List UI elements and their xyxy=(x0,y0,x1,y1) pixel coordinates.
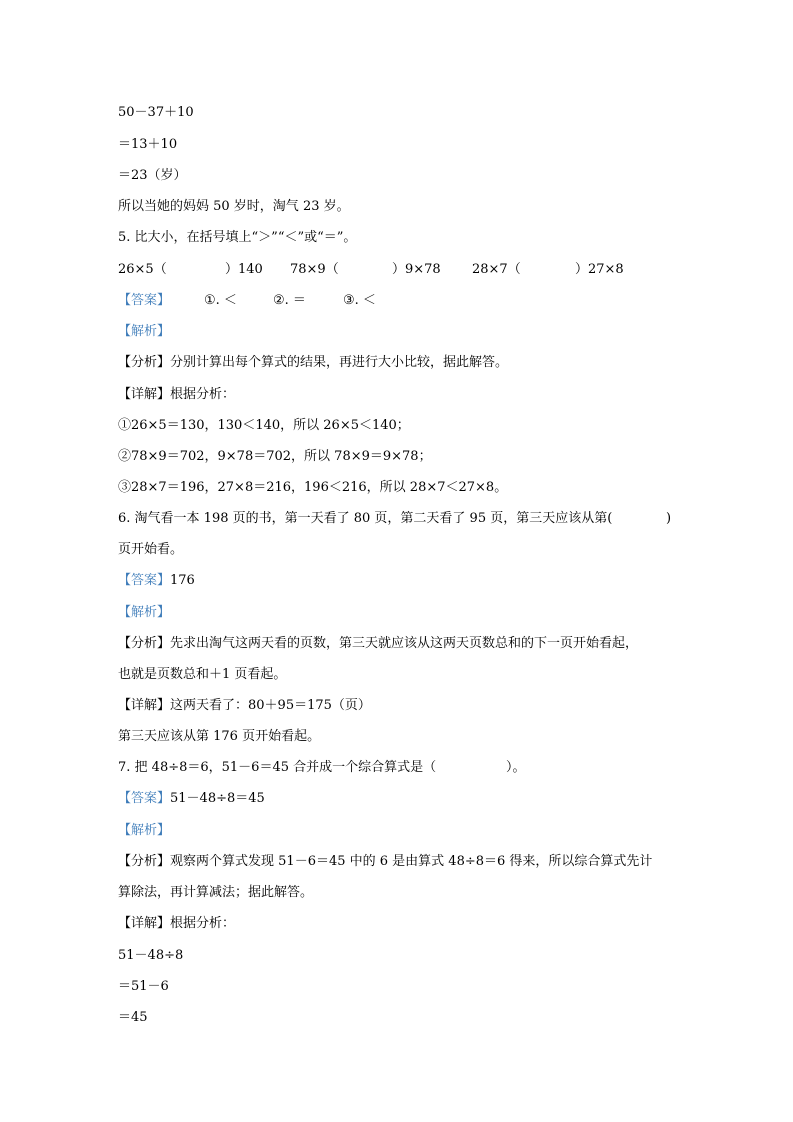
calc-line: 50－37＋10 xyxy=(118,105,194,120)
question-7-stem-text: 7. 把 48÷8＝6，51－6＝45 合并成一个综合算式是（ xyxy=(118,760,437,775)
answer-1: ①. ＜ xyxy=(204,293,237,308)
xiangjie-tag: 【详解】 xyxy=(118,916,171,931)
xiangjie-line xyxy=(118,697,371,715)
calc-line: ＝13＋10 xyxy=(118,137,178,152)
xiangjie-text: 根据分析： xyxy=(170,916,236,931)
question-6-answer xyxy=(118,572,195,590)
fenxi-line xyxy=(118,635,638,653)
solution-line: ①26×5＝130，130＜140，所以 26×5＜140； xyxy=(118,418,410,433)
answer-3: ③. ＜ xyxy=(343,293,376,308)
xiangjie-text: 这两天看了：80＋95＝175（页） xyxy=(170,698,371,713)
compare-item-3-right: ）27×8 xyxy=(575,262,624,277)
question-6-stem-a: 6. 淘气看一本 198 页的书，第一天看了 80 页，第二天看了 95 页，第三天应该从第( xyxy=(118,511,613,526)
compare-item-3-left: 28×7（ xyxy=(472,262,521,277)
fenxi-text: 先求出淘气这两天看的页数，第三天就应该从这两天页数总和的下一页开始看起， xyxy=(170,636,639,651)
answer-value: 176 xyxy=(170,573,195,588)
question-6-stem-b: ) xyxy=(666,511,672,526)
analysis-tag: 【解析】 xyxy=(118,823,171,838)
fenxi-line xyxy=(118,853,652,871)
question-7-stem-end: ）。 xyxy=(506,760,526,775)
xiangjie-tag: 【详解】 xyxy=(118,698,171,713)
question-5-answer xyxy=(118,292,518,310)
question-6-stem xyxy=(118,510,678,528)
fenxi-line-2: 算除法，再计算减法；据此解答。 xyxy=(118,885,314,900)
fenxi-line xyxy=(118,354,508,372)
compare-item-2-right: ）9×78 xyxy=(392,262,441,277)
analysis-tag: 【解析】 xyxy=(118,605,171,620)
fenxi-text: 观察两个算式发现 51－6＝45 中的 6 是由算式 48÷8＝6 得来，所以综合算式先计 xyxy=(170,854,653,869)
fenxi-tag: 【分析】 xyxy=(118,355,171,370)
fenxi-text: 分别计算出每个算式的结果，再进行大小比较，据此解答。 xyxy=(170,355,509,370)
fenxi-tag: 【分析】 xyxy=(118,854,171,869)
question-7-answer xyxy=(118,790,265,808)
answer-value: 51－48÷8＝45 xyxy=(170,791,265,806)
question-7-stem xyxy=(118,759,578,777)
calc-line: ＝23（岁） xyxy=(118,168,187,183)
xiangjie-line xyxy=(118,915,235,933)
question-5-stem: 5. 比大小，在括号填上“＞”“＜”或“＝”。 xyxy=(118,230,357,245)
xiangjie-tag: 【详解】 xyxy=(118,387,171,402)
calc-line: ＝45 xyxy=(118,1010,148,1025)
conclusion-line: 所以当她的妈妈 50 岁时，淘气 23 岁。 xyxy=(118,199,350,214)
fenxi-line-2: 也就是页数总和＋1 页看起。 xyxy=(118,667,287,682)
compare-item-1-left: 26×5（ xyxy=(118,262,167,277)
answer-tag: 【答案】 xyxy=(118,791,171,806)
xiangjie-text: 根据分析： xyxy=(170,387,236,402)
compare-item-1-right: ）140 xyxy=(225,262,263,277)
answer-tag: 【答案】 xyxy=(118,573,171,588)
calc-line: 51－48÷8 xyxy=(118,948,184,963)
compare-item-2-left: 78×9（ xyxy=(290,262,339,277)
solution-line: ③28×7＝196，27×8＝216，196＜216，所以 28×7＜27×8。 xyxy=(118,480,508,495)
analysis-tag: 【解析】 xyxy=(118,324,171,339)
final-line: 第三天应该从第 176 页开始看起。 xyxy=(118,729,321,744)
xiangjie-line xyxy=(118,386,235,404)
answer-2: ②. ＝ xyxy=(273,293,306,308)
fenxi-tag: 【分析】 xyxy=(118,636,171,651)
solution-line: ②78×9＝702，9×78＝702，所以 78×9＝9×78； xyxy=(118,449,432,464)
question-6-stem-c: 页开始看。 xyxy=(118,542,184,557)
question-5-items xyxy=(118,261,678,279)
calc-line: ＝51－6 xyxy=(118,979,169,994)
answer-tag: 【答案】 xyxy=(118,293,171,308)
